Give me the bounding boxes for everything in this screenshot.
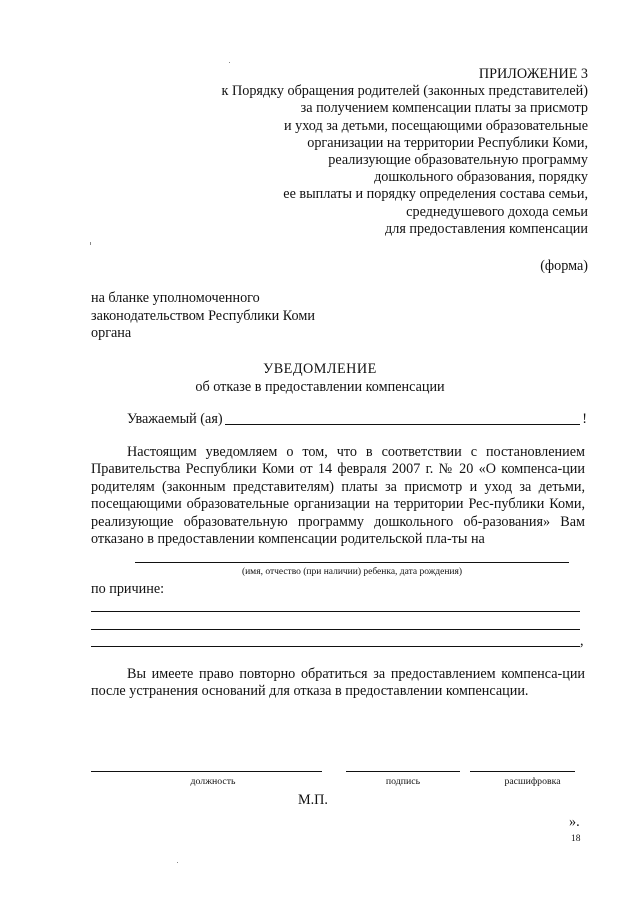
appendix-line: ее выплаты и порядку определения состава семьи, — [283, 186, 588, 203]
appendix-line: дошкольного образования, порядку — [374, 169, 588, 186]
appendix-line: к Порядку обращения родителей (законных представителей) — [221, 83, 588, 100]
stamp-place: М.П. — [298, 792, 328, 808]
decoding-label: расшифровка — [504, 776, 561, 787]
decoding-line — [470, 771, 575, 772]
appendix-line: за получением компенсации платы за присмотр — [300, 100, 588, 117]
greeting-line — [127, 411, 587, 428]
scan-speck — [177, 862, 178, 863]
signature-line — [346, 771, 460, 772]
form-label: (форма) — [540, 258, 588, 274]
page-number: 18 — [571, 834, 581, 844]
signature-label: подпись — [385, 776, 421, 787]
scan-speck — [90, 242, 91, 245]
position-line — [91, 771, 322, 772]
child-info-field — [135, 562, 569, 563]
reason-line — [91, 646, 580, 647]
greeting-label: Уважаемый (ая) — [127, 411, 223, 427]
child-info-caption: (имя, отчество (при наличии) ребенка, дата рождения) — [241, 567, 463, 577]
appendix-line: и уход за детьми, посещающими образовательные — [283, 117, 588, 134]
reason-label: по причине: — [91, 581, 165, 597]
appendix-title: ПРИЛОЖЕНИЕ 3 — [478, 66, 588, 82]
reason-end-mark: , — [580, 633, 584, 649]
letterhead-line: на бланке уполномоченного — [91, 290, 260, 306]
appendix-line: среднедушевого дохода семьи — [406, 203, 588, 220]
letterhead-note — [91, 290, 315, 343]
scan-speck — [229, 62, 230, 63]
notice-subtitle: об отказе в предоставлении компенсации — [195, 379, 445, 395]
notice-heading — [0, 360, 640, 396]
appendix-line: реализующие образовательную программу — [328, 152, 588, 169]
notice-body: Настоящим уведомляем о том, что в соответствии с постановлением Правительства Республики Коми от 14 февраля 2007 г. № 20 «О компенса-ции родителям (законным представителям) платы за присмотр и уход за детьми, посещающими образовательные организации на территории Рес-публики Коми, реализующие образовательную программу дошкольного об-разования» Вам отказано в предоставлении компенсации родительской пла-ты на — [91, 444, 585, 548]
reason-line — [91, 629, 580, 630]
greeting-end: ! — [582, 411, 587, 427]
closing-quote: ». — [569, 814, 580, 830]
letterhead-line: органа — [91, 325, 132, 341]
reason-line — [91, 611, 580, 612]
appendix-header — [168, 66, 588, 238]
recipient-name-field — [225, 423, 581, 425]
appendix-line: организации на территории Республики Коми, — [307, 134, 588, 151]
letterhead-line: законодательством Республики Коми — [91, 307, 315, 324]
notice-title: УВЕДОМЛЕНИЕ — [263, 361, 377, 377]
rights-paragraph: Вы имеете право повторно обратиться за предоставлением компенса-ции после устранения оснований для отказа в предоставлении компенсации. — [91, 666, 585, 700]
position-label: должность — [190, 776, 236, 787]
appendix-line: для предоставления компенсации — [385, 220, 588, 237]
